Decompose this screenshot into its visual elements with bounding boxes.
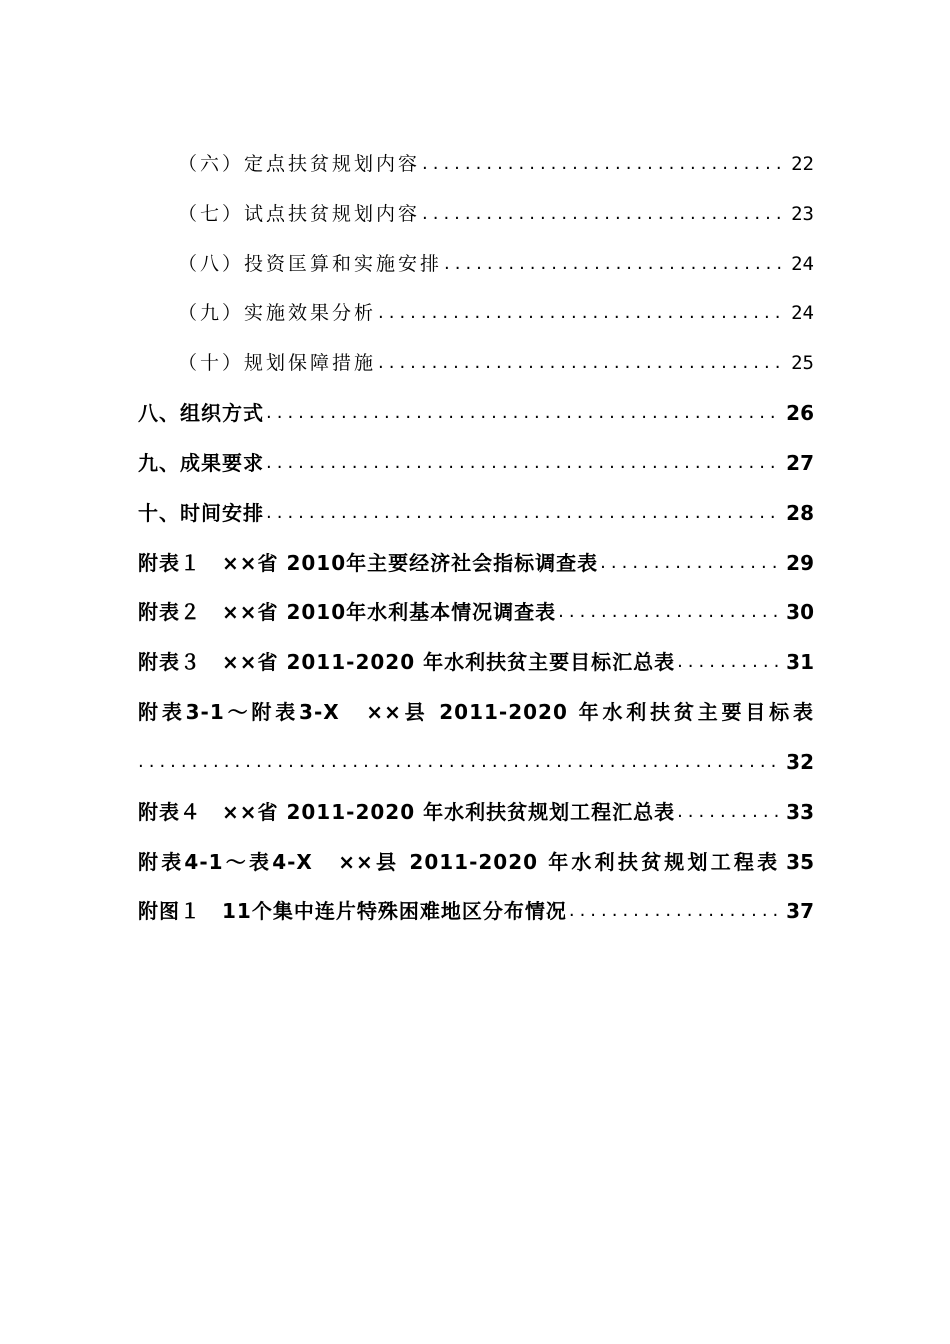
- toc-entry-label: 附表3-1～附表3-X ××县 2011-2020 年水利扶贫主要目标表: [138, 700, 814, 724]
- toc-leader-dots: [444, 250, 787, 278]
- toc-entry[interactable]: [138, 842, 814, 876]
- toc-entry-page: 26: [786, 401, 814, 425]
- toc-entry[interactable]: [178, 244, 814, 278]
- toc-entry[interactable]: [178, 293, 814, 327]
- toc-entry-page: 28: [786, 501, 814, 525]
- toc-leader-dots: [600, 549, 782, 577]
- toc-entry-label: 附表４ ××省 2011-2020 年水利扶贫规划工程汇总表: [138, 800, 676, 824]
- toc-entry-page: 22: [791, 153, 814, 175]
- toc-entry[interactable]: [178, 343, 814, 377]
- toc-entry-continuation[interactable]: [138, 742, 814, 776]
- toc-entry-page: 31: [786, 650, 814, 674]
- toc-entry-label: 十、时间安排: [138, 501, 264, 525]
- toc-entry-page: 23: [791, 203, 814, 225]
- toc-entry[interactable]: [138, 393, 814, 427]
- toc-entry-page: 37: [786, 899, 814, 923]
- toc-leader-dots: [558, 598, 782, 626]
- toc-entry-label: （九）实施效果分析: [178, 302, 377, 324]
- toc-leader-dots: [422, 200, 787, 228]
- toc-entry-page: 32: [786, 750, 814, 774]
- toc-leader-dots: [378, 299, 787, 327]
- toc-entry-page: 33: [786, 800, 814, 824]
- toc-entry[interactable]: [138, 543, 814, 577]
- toc-entry[interactable]: [178, 194, 814, 228]
- toc-entry[interactable]: [138, 891, 814, 925]
- toc-entry-label: （六）定点扶贫规划内容: [178, 153, 421, 175]
- toc-entry-page: 27: [786, 451, 814, 475]
- toc-entry[interactable]: [138, 792, 814, 826]
- toc-entry[interactable]: [178, 144, 814, 178]
- toc-entry-label: 附表4-1～表4-X ××县 2011-2020 年水利扶贫规划工程表: [138, 850, 779, 874]
- toc-entry[interactable]: [138, 692, 814, 726]
- toc-entry[interactable]: [138, 642, 814, 676]
- toc-entry[interactable]: [138, 592, 814, 626]
- toc-leader-dots: [138, 748, 782, 776]
- toc-leader-dots: [266, 449, 782, 477]
- toc-entry-label: （八）投资匡算和实施安排: [178, 253, 443, 275]
- toc-entry-label: 八、组织方式: [138, 401, 264, 425]
- toc-leader-dots: [266, 499, 782, 527]
- toc-entry-page: 24: [791, 302, 814, 324]
- toc-entry[interactable]: [138, 443, 814, 477]
- toc-leader-dots: [422, 150, 787, 178]
- toc-entry-page: 25: [791, 352, 814, 374]
- toc-leader-dots: [677, 798, 782, 826]
- toc-entry-label: 附表３ ××省 2011-2020 年水利扶贫主要目标汇总表: [138, 650, 676, 674]
- toc-entry-label: （十）规划保障措施: [178, 352, 377, 374]
- toc-entry-page: 30: [786, 600, 814, 624]
- toc-entry-label: 附表２ ××省 2010年水利基本情况调查表: [138, 600, 557, 624]
- toc-leader-dots: [677, 648, 782, 676]
- toc-leader-dots: [569, 897, 782, 925]
- toc-entry-label: 附图１ 11个集中连片特殊困难地区分布情况: [138, 899, 567, 923]
- toc-leader-dots: [378, 349, 787, 377]
- toc-entry-page: 24: [791, 253, 814, 275]
- toc-entry-label: 九、成果要求: [138, 451, 264, 475]
- toc-entry-label: 附表１ ××省 2010年主要经济社会指标调查表: [138, 551, 599, 575]
- toc-entry[interactable]: [138, 493, 814, 527]
- toc-entry-page: 29: [786, 551, 814, 575]
- toc-leader-dots: [266, 399, 782, 427]
- toc-entry-label: （七）试点扶贫规划内容: [178, 203, 421, 225]
- toc-entry-page: 35: [786, 850, 814, 874]
